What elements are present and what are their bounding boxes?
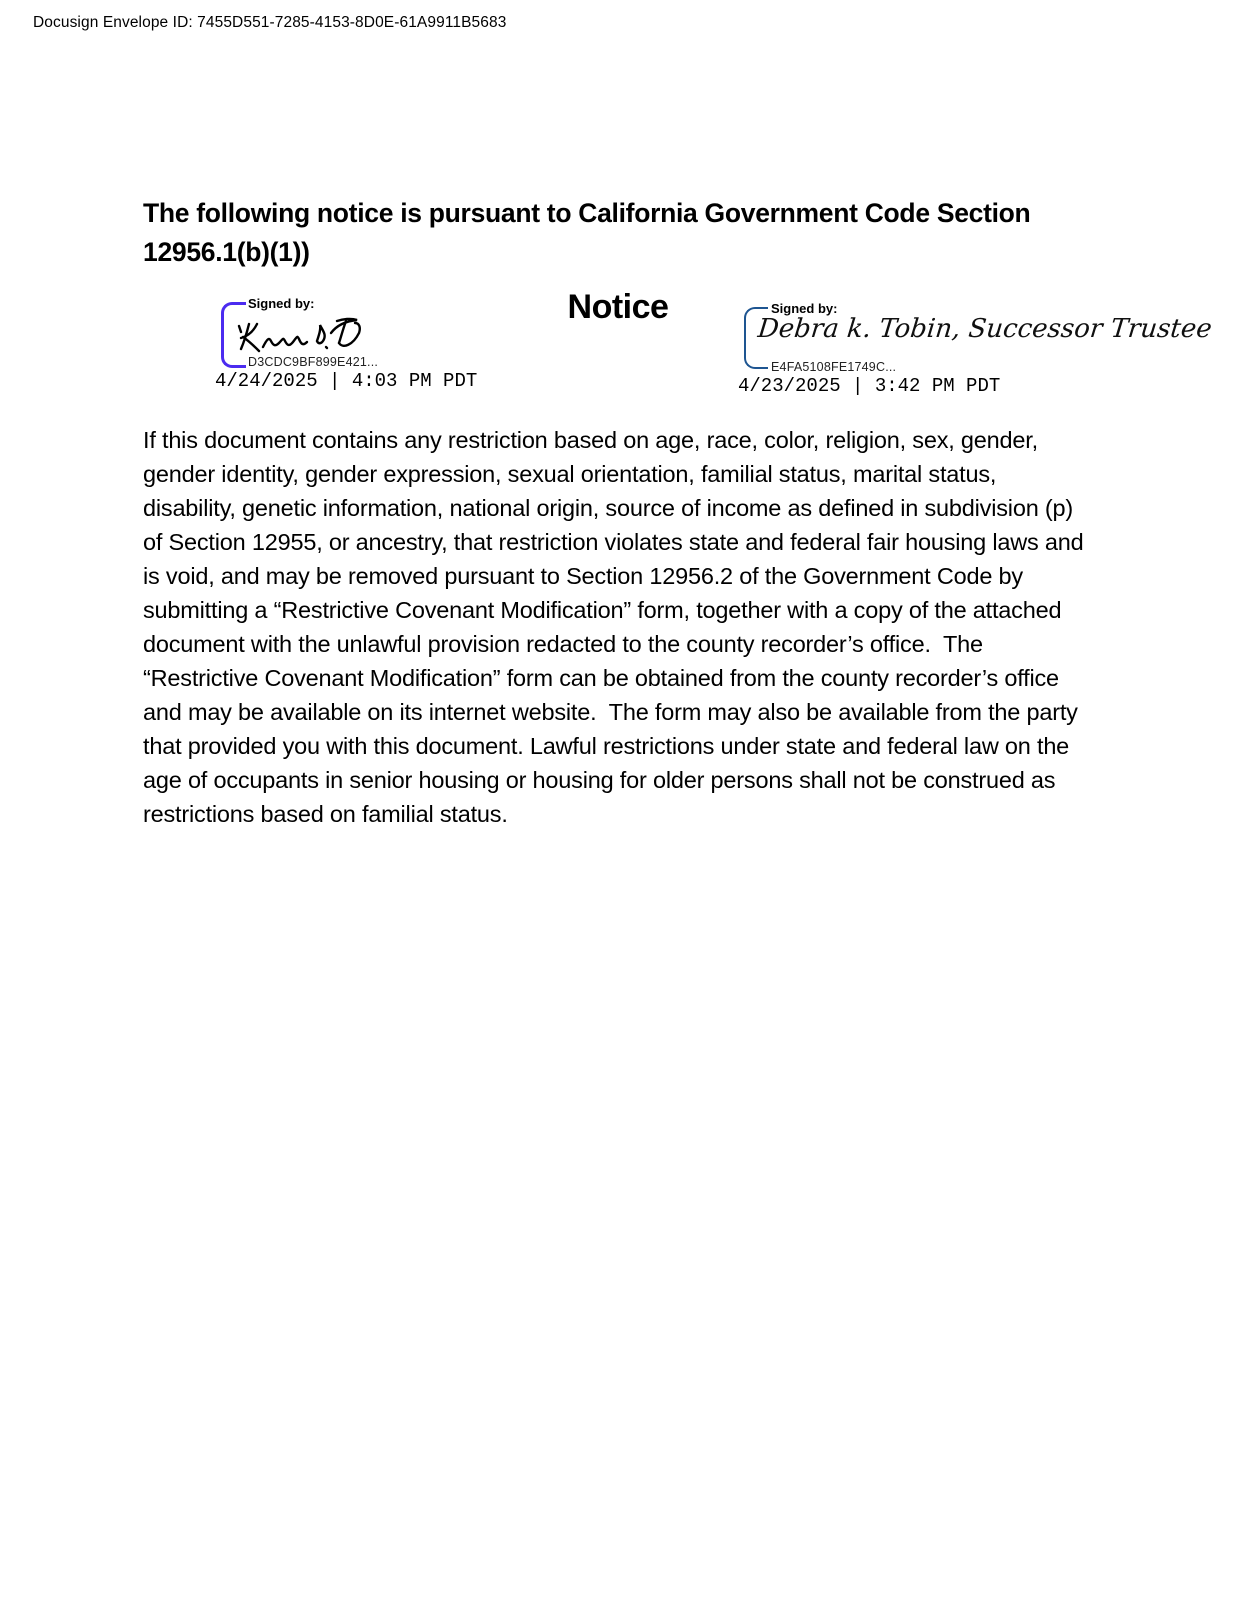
document-heading: The following notice is pursuant to California Government Code Section 12956.1(b)(1)) xyxy=(143,198,1031,267)
signed-by-label: Signed by: xyxy=(771,301,838,316)
signature-block-left xyxy=(215,294,635,404)
signature-timestamp: 4/23/2025 | 3:42 PM PDT xyxy=(738,375,1001,397)
notice-title: Notice xyxy=(567,288,669,326)
handwritten-signature: Debra k. Tobin, Successor Trustee xyxy=(756,314,1214,344)
signature-id: E4FA5108FE1749C... xyxy=(771,360,897,374)
notice-body-text: If this document contains any restriction based on age, race, color, religion, sex, gender, gender identity, gender expression, sexual orientation, familial status, marital status, disability, genetic information, national origin, source of income as defined in subdivision (p) of Section 12955, or ancestry, that restriction violates state and federal fair housing laws and is void, and may be removed pursuant to Section 12956.2 of the Government Code by submitting a “Restrictive Covenant Modification” form, together with a copy of the attached document with the unlawful provision redacted to the county recorder’s office. The “Restrictive Covenant Modification” form can be obtained from the county recorder’s office and may be available on its internet website. The form may also be available from the party that provided you with this document. Lawful restrictions under state and federal law on the age of occupants in senior housing or housing for older persons shall not be construed as restrictions based on familial status. xyxy=(143,427,1090,827)
signature-id: D3CDC9BF899E421... xyxy=(248,355,379,369)
docusign-envelope-id: Docusign Envelope ID: 7455D551-7285-4153-8D0E-61A9911B5683 xyxy=(33,14,507,31)
signed-by-label: Signed by: xyxy=(248,296,315,311)
signature-timestamp: 4/24/2025 | 4:03 PM PDT xyxy=(215,370,478,392)
signature-block-right xyxy=(738,299,1214,409)
